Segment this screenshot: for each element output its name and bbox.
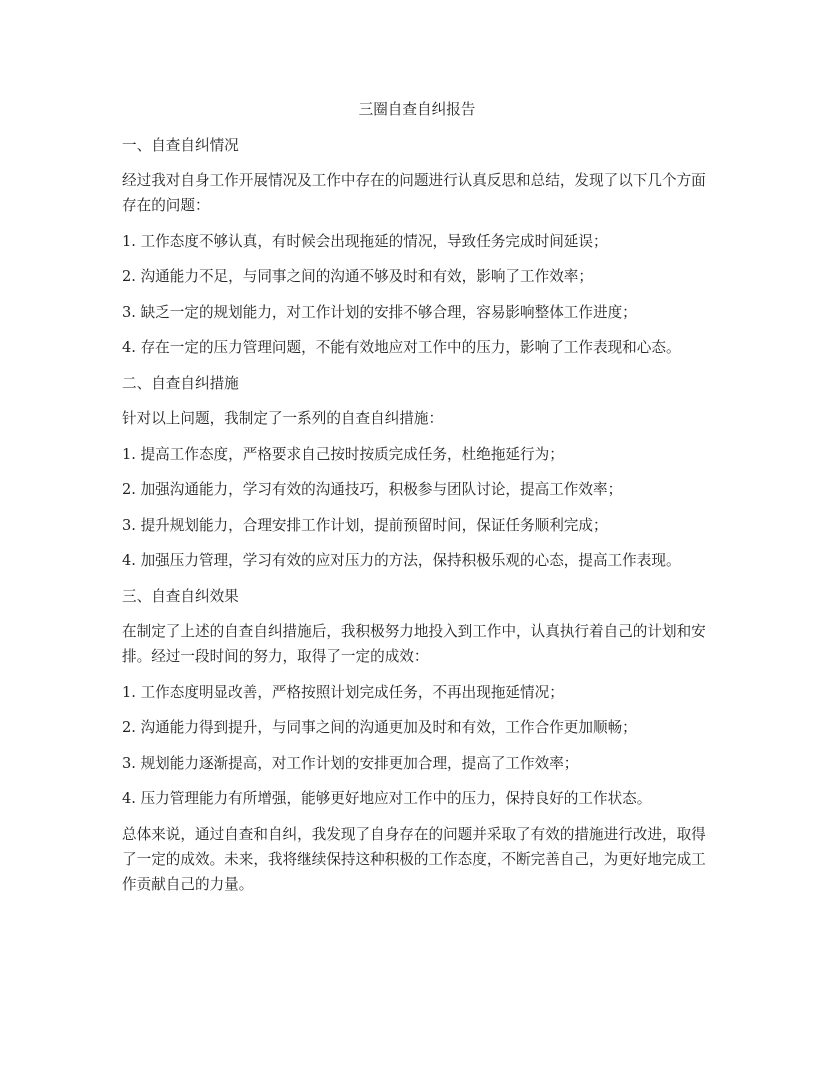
list-item: 4. 加强压力管理，学习有效的应对压力的方法，保持积极乐观的心态，提高工作表现。 <box>122 552 681 569</box>
list-item: 2. 加强沟通能力，学习有效的沟通技巧，积极参与团队讨论，提高工作效率； <box>122 481 623 498</box>
list-item: 3. 提升规划能力，合理安排工作计划，提前预留时间，保证任务顺利完成； <box>122 516 608 534</box>
list-item: 1. 提高工作态度，严格要求自己按时按质完成任务，杜绝拖延行为； <box>122 445 564 463</box>
list-item: 1. 工作态度不够认真，有时候会出现拖延的情况，导致任务完成时间延误； <box>122 232 608 250</box>
list-item: 4. 压力管理能力有所增强，能够更好地应对工作中的压力，保持良好的工作状态。 <box>122 790 652 807</box>
section-heading: 一、自查自纠情况 <box>122 136 239 154</box>
section-intro: 针对以上问题，我制定了一系列的自查自纠措施： <box>122 410 444 427</box>
list-item: 3. 规划能力逐渐提高，对工作计划的安排更加合理，提高了工作效率； <box>122 754 579 772</box>
section-intro: 在制定了上述的自查自纠措施后，我积极努力地投入到工作中，认真执行着自己的计划和安排。经过一段时间的努力，取得了一定的成效： <box>122 623 706 665</box>
list-item: 2. 沟通能力得到提升，与同事之间的沟通更加及时和有效，工作合作更加顺畅； <box>122 719 637 736</box>
list-item: 1. 工作态度明显改善，严格按照计划完成任务，不再出现拖延情况； <box>122 683 564 701</box>
section-intro: 经过我对自身工作开展情况及工作中存在的问题进行认真反思和总结，发现了以下几个方面存在的问题： <box>122 172 706 214</box>
list-item: 4. 存在一定的压力管理问题，不能有效地应对工作中的压力，影响了工作表现和心态。 <box>122 339 681 356</box>
list-item: 3. 缺乏一定的规划能力，对工作计划的安排不够合理，容易影响整体工作进度； <box>122 303 637 321</box>
section-heading: 三、自查自纠效果 <box>122 587 239 605</box>
document-title: 三圈自查自纠报告 <box>358 101 476 118</box>
section-heading: 二、自查自纠措施 <box>122 374 239 392</box>
list-item: 2. 沟通能力不足，与同事之间的沟通不够及时和有效，影响了工作效率； <box>122 268 593 285</box>
document-page <box>122 97 712 907</box>
conclusion-paragraph: 总体来说，通过自查和自纠，我发现了自身存在的问题并采取了有效的措施进行改进，取得了一定的成效。未来，我将继续保持这种积极的工作态度，不断完善自己，为更好地完成工作贡献自己的力量。 <box>122 825 706 893</box>
